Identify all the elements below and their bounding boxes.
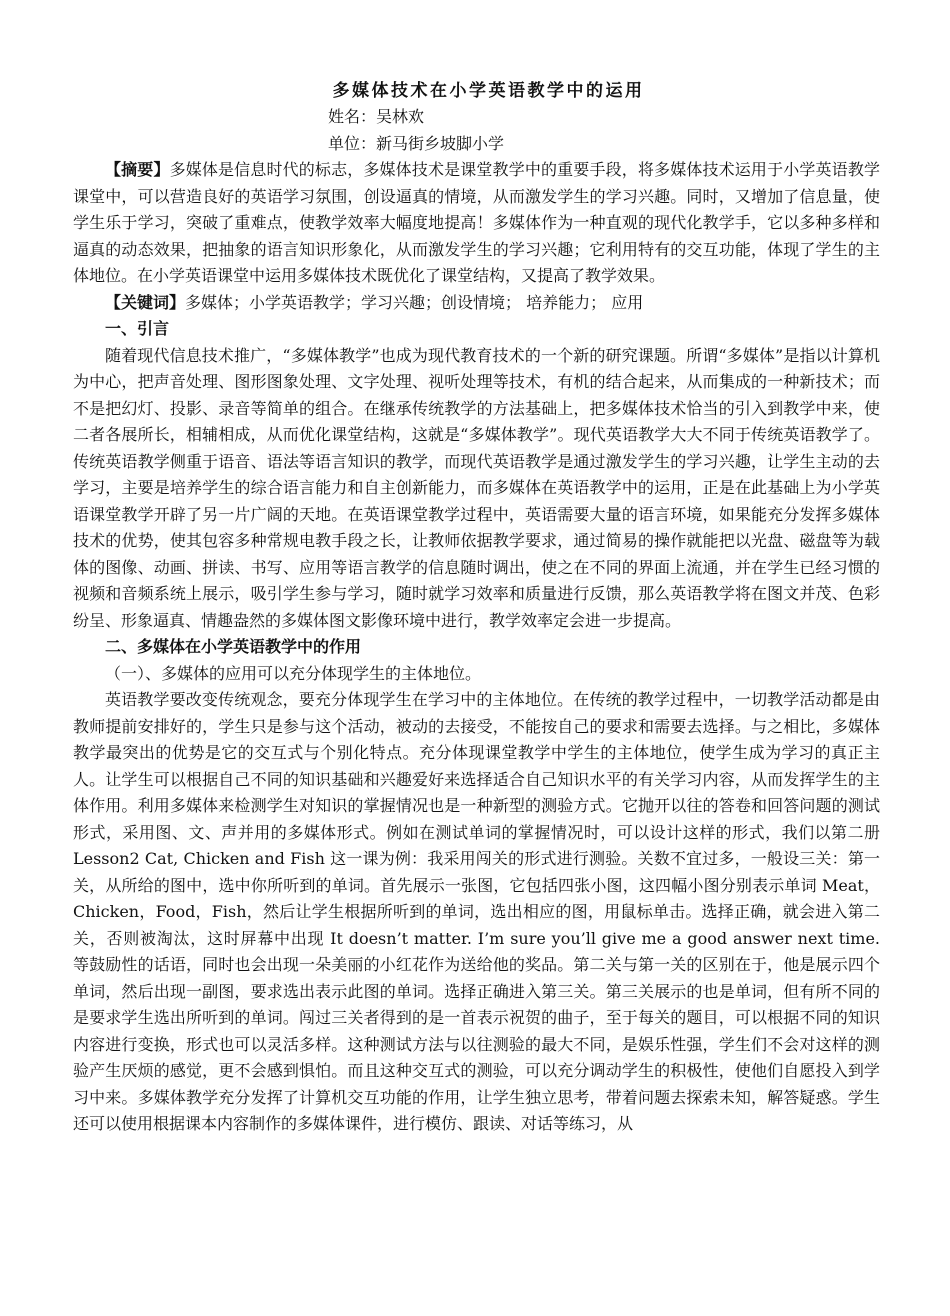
- keywords-label: 【关键词】: [105, 292, 186, 312]
- section1-heading: 一、引言: [105, 319, 170, 338]
- abstract-text: 多媒体是信息时代的标志，多媒体技术是课堂教学中的重要手段，将多媒体技术运用于小学英语教学课堂中，可以营造良好的英语学习氛围，创设逼真的情境，从而激发学生的学习兴趣。同时，又增加了信息量，使学生乐于学习，突破了重难点，使教学效率大幅度地提高！多媒体作为一种直观的现代化教学手，它以多种多样和逼真的动态效果，把抽象的语言知识形象化，从而激发学生的学习兴趣；它利用特有的交互功能，体现了学生的主体地位。在小学英语课堂中运用多媒体技术既优化了课堂结构，又提高了教学效果。: [73, 160, 880, 285]
- keywords-text: 多媒体；小学英语教学；学习兴趣；创设情境； 培养能力； 应用: [185, 292, 644, 312]
- section2-paragraph: 英语教学要改变传统观念，要充分体现学生在学习中的主体地位。在传统的教学过程中，一切教学活动都是由教师提前安排好的，学生只是参与这个活动，被动的去接受，不能按自己的要求和需要去选择。与之相比，多媒体教学最突出的优势是它的交互式与个别化特点。充分体现课堂教学中学生的主体地位，使学生成为学习的真正主人。让学生可以根据自己不同的知识基础和兴趣爱好来选择适合自己知识水平的有关学习内容，从而发挥学生的主体作用。利用多媒体来检测学生对知识的掌握情况也是一种新型的测验方式。它抛开以往的答卷和回答问题的测试形式，采用图、文、声并用的多媒体形式。例如在测试单词的掌握情况时，可以设计这样的形式，我们以第二册 Lesson2 Cat, Chicken and Fish 这一课为例：我采用闯关的形式进行测验。关数不宜过多，一般设三关：第一关，从所给的图中，选中你所听到的单词。首先展示一张图，它包括四张小图，这四幅小图分别表示单词 Meat，Chicken，Food，Fish，然后让学生根据所听到的单词，选出相应的图，用鼠标单击。选择正确，就会进入第二关，否则被淘汰，这时屏幕中出现 It doesn’t matter. I’m sure you’ll give me a good answer next time. 等鼓励性的话语，同时也会出现一朵美丽的小红花作为送给他的奖品。第二关与第一关的区别在于，他是展示四个单词，然后出现一副图，要求选出表示此图的单词。选择正确进入第三关。第三关展示的也是单词，但有所不同的是要求学生选出所听到的单词。闯过三关者得到的是一首表示祝贺的曲子，至于每关的题目，可以根据不同的知识内容进行变换，形式也可以灵活多样。这种测试方法与以往测验的最大不同，是娱乐性强，学生们不会对这样的测验产生厌烦的感觉，更不会感到惧怕。而且这种交互式的测验，可以充分调动学生的积极性，使他们自愿投入到学习中来。多媒体教学充分发挥了计算机交互功能的作用，让学生独立思考，带着问题去探索未知，解答疑惑。学生还可以使用根据课本内容制作的多媒体课件，进行模仿、跟读、对话等练习，从: [73, 690, 880, 1133]
- author-line: 姓名：吴林欢: [328, 107, 425, 126]
- keywords-paragraph: [73, 290, 880, 317]
- section1-paragraph: 随着现代信息技术推广，“多媒体教学”也成为现代教育技术的一个新的研究课题。所谓“多媒体”是指以计算机为中心，把声音处理、图形图象处理、文字处理、视听处理等技术，有机的结合起来，从而集成的一种新技术；而不是把幻灯、投影、录音等简单的组合。在继承传统教学的方法基础上，把多媒体技术恰当的引入到教学中来，使二者各展所长，相辅相成，从而优化课堂结构，这就是“多媒体教学”。现代英语教学大大不同于传统英语教学了。传统英语教学侧重于语音、语法等语言知识的教学，而现代英语教学是通过激发学生的学习兴趣，让学生主动的去学习，主要是培养学生的综合语言能力和自主创新能力，而多媒体在英语教学中的运用，正是在此基础上为小学英语课堂教学开辟了另一片广阔的天地。在英语课堂教学过程中，英语需要大量的语言环境，如果能充分发挥多媒体技术的优势，使其包容多种常规电教手段之长，让教师依据教学要求，通过简易的操作就能把以光盘、磁盘等为载体的图像、动画、拼读、书写、应用等语言教学的信息随时调出，使之在不同的界面上流通，并在学生已经习惯的视频和音频系统上展示，吸引学生参与学习，随时就学习效率和质量进行反馈，那么英语教学将在图文并茂、色彩纷呈、形象逼真、情趣盎然的多媒体图文影像环境中进行，教学效率定会进一步提高。: [73, 345, 880, 630]
- section2-subheading: （一）、多媒体的应用可以充分体现学生的主体地位。: [105, 663, 482, 683]
- document-title: 多媒体技术在小学英语教学中的运用: [332, 81, 645, 101]
- unit-line: 单位：新马街乡坡脚小学: [328, 133, 505, 153]
- section2-heading: 二、多媒体在小学英语教学中的作用: [105, 637, 362, 656]
- abstract-label: 【摘要】: [105, 160, 170, 179]
- abstract-paragraph: [73, 157, 880, 290]
